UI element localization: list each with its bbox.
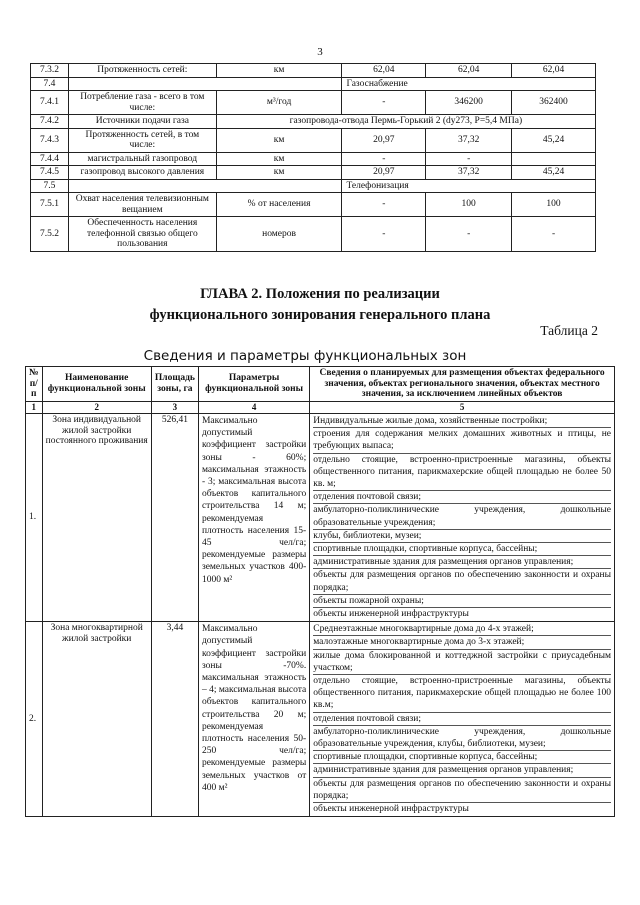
object-item: отдельно стоящие, встроенно-пристроенные магазины, объекты общественного питания, парикмахерские общей площадью не более 50 кв. м; xyxy=(313,454,611,492)
row-number: 7.4.5 xyxy=(31,166,69,180)
value-stage2: 45,24 xyxy=(512,128,596,152)
object-item: административные здания для размещения органов управления; xyxy=(313,556,611,569)
value-stage2: - xyxy=(512,217,596,252)
zone-row xyxy=(26,414,615,622)
unit: номеров xyxy=(216,217,342,252)
zone-area: 3,44 xyxy=(151,622,198,817)
value-current: - xyxy=(342,91,426,115)
object-item: Среднеэтажные многоквартирные дома до 4-х этажей; xyxy=(313,623,611,636)
value-stage1: 62,04 xyxy=(426,64,512,78)
value-stage1: 37,32 xyxy=(426,166,512,180)
header-num: № п/п xyxy=(26,367,43,402)
value-stage1: - xyxy=(426,152,512,166)
indicator-name: Охват населения телевизионным вещанием xyxy=(68,193,216,217)
unit: км xyxy=(216,152,342,166)
header-info: Сведения о планируемых для размещения объектах федерального значения, объектах регионального значения, объектах местного значения, за исключением линейных объектов xyxy=(310,367,615,402)
zone-objects xyxy=(310,622,615,817)
zone-row xyxy=(26,622,615,817)
value-stage1: - xyxy=(426,217,512,252)
header-name: Наименование функциональной зоны xyxy=(42,367,151,402)
section-title: Телефонизация xyxy=(342,179,596,193)
indicator-name: Протяженность сетей: xyxy=(68,64,216,78)
unit: км xyxy=(216,128,342,152)
column-index: 5 xyxy=(310,401,615,414)
row-number: 7.4.4 xyxy=(31,152,69,166)
value-current: - xyxy=(342,152,426,166)
zone-parameters: Максимально допустимый коэффициент застройки зоны -70%. максимальная этажность – 4; максимальная высота объектов капитального строительства 20 м; рекомендуемая плотность населения 50-250 чел/га; рекомендуемые размеры земельных участков от 400 м² xyxy=(198,622,309,817)
value-current: - xyxy=(342,217,426,252)
indicator-name: Потребление газа - всего в том числе: xyxy=(68,91,216,115)
zone-parameters: Максимально допустимый коэффициент застройки зоны - 60%; максимальная этажность - 3; максимальная высота объектов капитального строительства 14 м; рекомендуемая плотность населения 15-45 чел/га; рекомендуемые размеры земельных участков 400-1000 м² xyxy=(198,414,309,622)
row-number: 7.4.3 xyxy=(31,128,69,152)
value-stage2 xyxy=(512,152,596,166)
zone-number: 1. xyxy=(26,414,43,622)
table-label: Таблица 2 xyxy=(540,323,598,338)
zones-table xyxy=(25,366,615,817)
table-row xyxy=(31,166,596,180)
table-row xyxy=(31,128,596,152)
header-area: Площадь зоны, га xyxy=(151,367,198,402)
value-stage1: 37,32 xyxy=(426,128,512,152)
indicator-name: Протяженность сетей, в том числе: xyxy=(68,128,216,152)
empty-cell xyxy=(68,77,342,91)
indicators-table xyxy=(30,63,596,252)
unit: км xyxy=(216,64,342,78)
empty-cell xyxy=(68,179,342,193)
object-item: спортивные площадки, спортивные корпуса, бассейны; xyxy=(313,751,611,764)
object-item: объекты для размещения органов по обеспечению законности и охраны порядка; xyxy=(313,569,611,594)
unit: км xyxy=(216,166,342,180)
value-current: 20,97 xyxy=(342,166,426,180)
unit: м³/год xyxy=(216,91,342,115)
value-current: 62,04 xyxy=(342,64,426,78)
table-row xyxy=(31,179,596,193)
zone-area: 526,41 xyxy=(151,414,198,622)
column-index: 1 xyxy=(26,401,43,414)
zone-number: 2. xyxy=(26,622,43,817)
object-item: объекты пожарной охраны; xyxy=(313,595,611,608)
value-stage2: 45,24 xyxy=(512,166,596,180)
indicator-name: Обеспеченность населения телефонной связью общего пользования xyxy=(68,217,216,252)
table-row xyxy=(31,64,596,78)
column-index: 3 xyxy=(151,401,198,414)
object-item: отделения почтовой связи; xyxy=(313,491,611,504)
value-stage2: 62,04 xyxy=(512,64,596,78)
object-item: объекты инженерной инфраструктуры xyxy=(313,804,469,815)
row-number: 7.3.2 xyxy=(31,64,69,78)
unit: % от населения xyxy=(216,193,342,217)
value-stage1: 100 xyxy=(426,193,512,217)
table-row xyxy=(31,193,596,217)
column-index: 4 xyxy=(198,401,309,414)
object-item: Индивидуальные жилые дома, хозяйственные постройки; xyxy=(313,415,611,428)
value-stage1: 346200 xyxy=(426,91,512,115)
indicator-name: Источники подачи газа xyxy=(68,115,216,129)
zone-objects xyxy=(310,414,615,622)
object-item: строения для содержания мелких домашних животных и птицы, не требующих выпаса; xyxy=(313,428,611,453)
indicator-name: газопровод высокого давления xyxy=(68,166,216,180)
table-row xyxy=(31,152,596,166)
chapter-title-line2: функционального зонирования генерального плана xyxy=(149,307,491,323)
zones-table-header xyxy=(26,367,615,402)
row-number: 7.4.2 xyxy=(31,115,69,129)
object-item: клубы, библиотеки, музеи; xyxy=(313,530,611,543)
object-item: амбулаторно-поликлинические учреждения, дошкольные образовательные учреждения; xyxy=(313,504,611,529)
table-row xyxy=(31,91,596,115)
value-stage2: 100 xyxy=(512,193,596,217)
object-item: объекты для размещения органов по обеспечению законности и охраны порядка; xyxy=(313,778,611,803)
row-number: 7.4.1 xyxy=(31,91,69,115)
object-item: амбулаторно-поликлинические учреждения, дошкольные образовательные учреждения, клубы, библиотеки, музеи; xyxy=(313,726,611,751)
table-row xyxy=(31,217,596,252)
object-item: малоэтажные многоквартирные дома до 3-х этажей; xyxy=(313,636,611,649)
zone-name: Зона индивидуальной жилой застройки постоянного проживания xyxy=(42,414,151,622)
table-row xyxy=(31,77,596,91)
row-number: 7.4 xyxy=(31,77,69,91)
value-current: - xyxy=(342,193,426,217)
object-item: жилые дома блокированной и коттеджной застройки с приусадебным участком; xyxy=(313,650,611,675)
object-item: спортивные площадки, спортивные корпуса, бассейны; xyxy=(313,543,611,556)
indicator-value-span: газопровода-отвода Пермь-Горький 2 (dy273, P=5,4 МПа) xyxy=(216,115,595,129)
zone-name: Зона многоквартирной жилой застройки xyxy=(42,622,151,817)
column-index-row xyxy=(26,401,615,414)
table-caption: Сведения и параметры функциональных зон xyxy=(143,348,467,364)
object-item: отдельно стоящие, встроенно-пристроенные магазины, объекты общественного питания, парикмахерские общей площадью не более 100 кв.м; xyxy=(313,675,611,713)
section-title: Газоснабжение xyxy=(342,77,596,91)
object-item: административные здания для размещения органов управления; xyxy=(313,764,611,777)
value-stage2: 362400 xyxy=(512,91,596,115)
row-number: 7.5.1 xyxy=(31,193,69,217)
table-row xyxy=(31,115,596,129)
row-number: 7.5 xyxy=(31,179,69,193)
row-number: 7.5.2 xyxy=(31,217,69,252)
header-params: Параметры функциональной зоны xyxy=(198,367,309,402)
page-number: 3 xyxy=(317,46,323,58)
value-current: 20,97 xyxy=(342,128,426,152)
column-index: 2 xyxy=(42,401,151,414)
chapter-title-line1: ГЛАВА 2. Положения по реализации xyxy=(200,286,440,302)
indicator-name: магистральный газопровод xyxy=(68,152,216,166)
object-item: объекты инженерной инфраструктуры xyxy=(313,609,469,620)
object-item: отделения почтовой связи; xyxy=(313,713,611,726)
